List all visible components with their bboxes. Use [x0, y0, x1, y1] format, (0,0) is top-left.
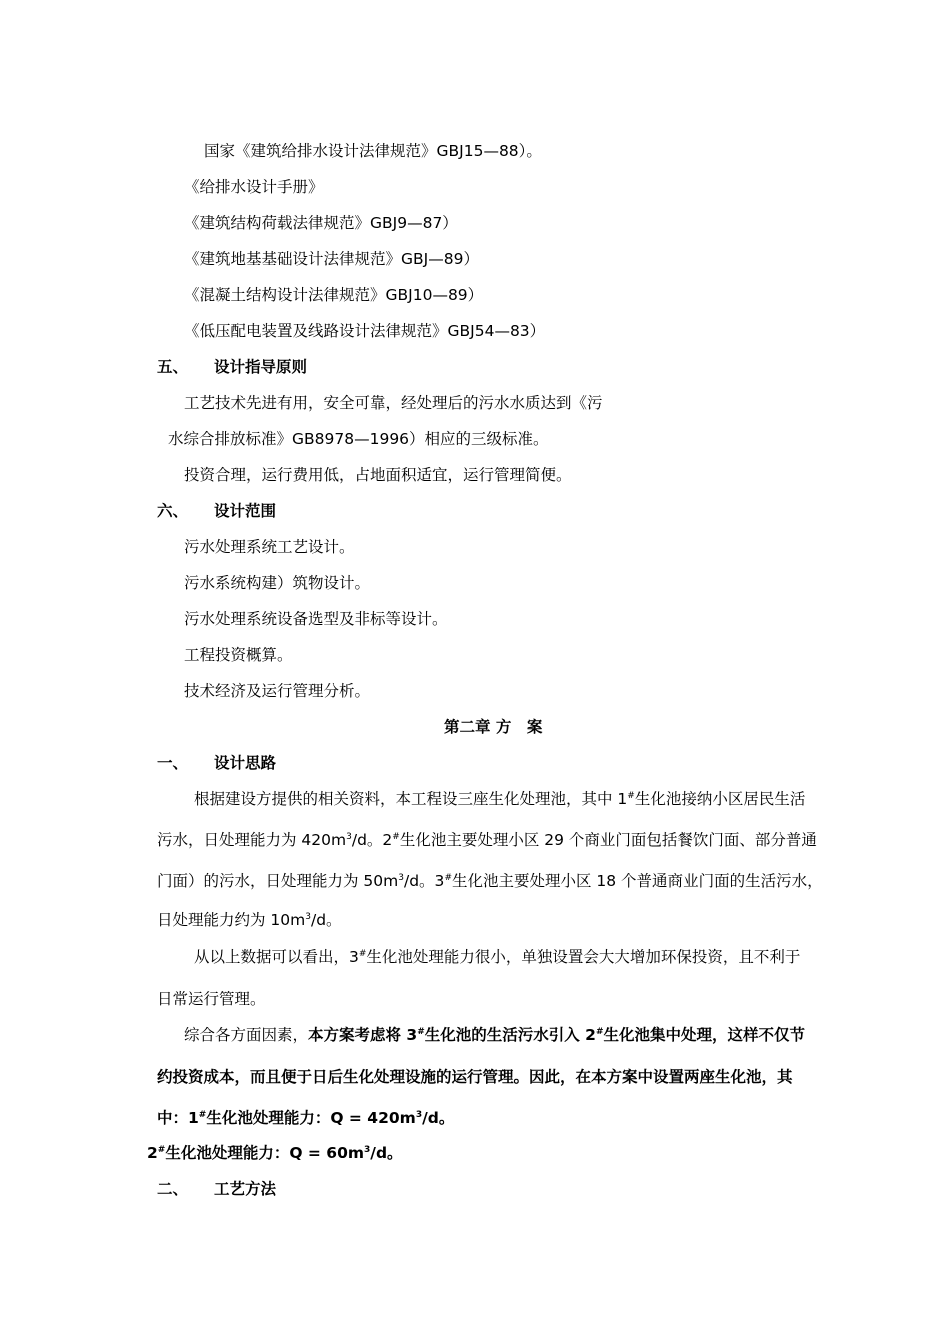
paragraph-line: 综合各方面因素，本方案考虑将 3#生化池的生活污水引入 2#生化池集中处理，这样不仅节	[184, 1026, 805, 1044]
reference-item: 《混凝土结构设计法律规范》GBJ10—89）	[184, 286, 484, 304]
list-item: 污水处理系统设备选型及非标等设计。	[184, 610, 448, 628]
section-heading: 设计指导原则	[214, 358, 308, 376]
paragraph-line: 中：1#生化池处理能力：$Q = 420m^3/d$。	[157, 1109, 455, 1127]
paragraph-line: 门面）的污水，日处理能力为 $50m^3/d$。3#生化池主要处理小区 18 个普通商业门面的生活污水，	[157, 872, 823, 890]
paragraph-line: 水综合排放标准》GB8978—1996）相应的三级标准。	[168, 430, 549, 448]
paragraph-line: 日处理能力约为 $10m^3/d$。	[157, 911, 342, 929]
paragraph-line: 日常运行管理。	[157, 990, 266, 1008]
section-number: 五、	[157, 358, 189, 376]
section-heading: 设计思路	[214, 754, 277, 772]
paragraph-line: 根据建设方提供的相关资料，本工程设三座生化处理池，其中 1#生化池接纳小区居民生活	[194, 790, 806, 808]
section-heading: 设计范围	[214, 502, 277, 520]
section-heading: 工艺方法	[214, 1180, 277, 1198]
paragraph-line: 从以上数据可以看出，3#生化池处理能力很小，单独设置会大大增加环保投资，且不利于	[194, 948, 801, 966]
section-number: 二、	[157, 1180, 189, 1198]
chapter-title: 第二章 方 案	[444, 718, 543, 736]
reference-item: 《建筑地基基础设计法律规范》GBJ—89）	[184, 250, 479, 268]
section-number: 六、	[157, 502, 189, 520]
paragraph-line: 工艺技术先进有用，安全可靠，经处理后的污水水质达到《污	[184, 394, 603, 412]
paragraph-line: 污水，日处理能力为 $420m^3/d$。2#生化池主要处理小区 29 个商业门面包括餐饮门面、部分普通	[157, 831, 817, 849]
reference-item: 国家《建筑给排水设计法律规范》GBJ15—88）。	[204, 142, 542, 160]
section-number: 一、	[157, 754, 189, 772]
paragraph-line: 约投资成本，而且便于日后生化处理设施的运行管理。因此，在本方案中设置两座生化池，其	[157, 1068, 793, 1086]
reference-item: 《低压配电装置及线路设计法律规范》GBJ54—83）	[184, 322, 546, 340]
list-item: 污水系统构建）筑物设计。	[184, 574, 371, 592]
paragraph-line: 投资合理，运行费用低，占地面积适宜，运行管理简便。	[184, 466, 572, 484]
reference-item: 《建筑结构荷载法律规范》GBJ9—87）	[184, 214, 458, 232]
list-item: 技术经济及运行管理分析。	[184, 682, 371, 700]
list-item: 工程投资概算。	[184, 646, 293, 664]
paragraph-line: 2#生化池处理能力：$Q = 60m^3/d$。	[147, 1144, 403, 1162]
reference-item: 《给排水设计手册》	[184, 178, 324, 196]
list-item: 污水处理系统工艺设计。	[184, 538, 355, 556]
